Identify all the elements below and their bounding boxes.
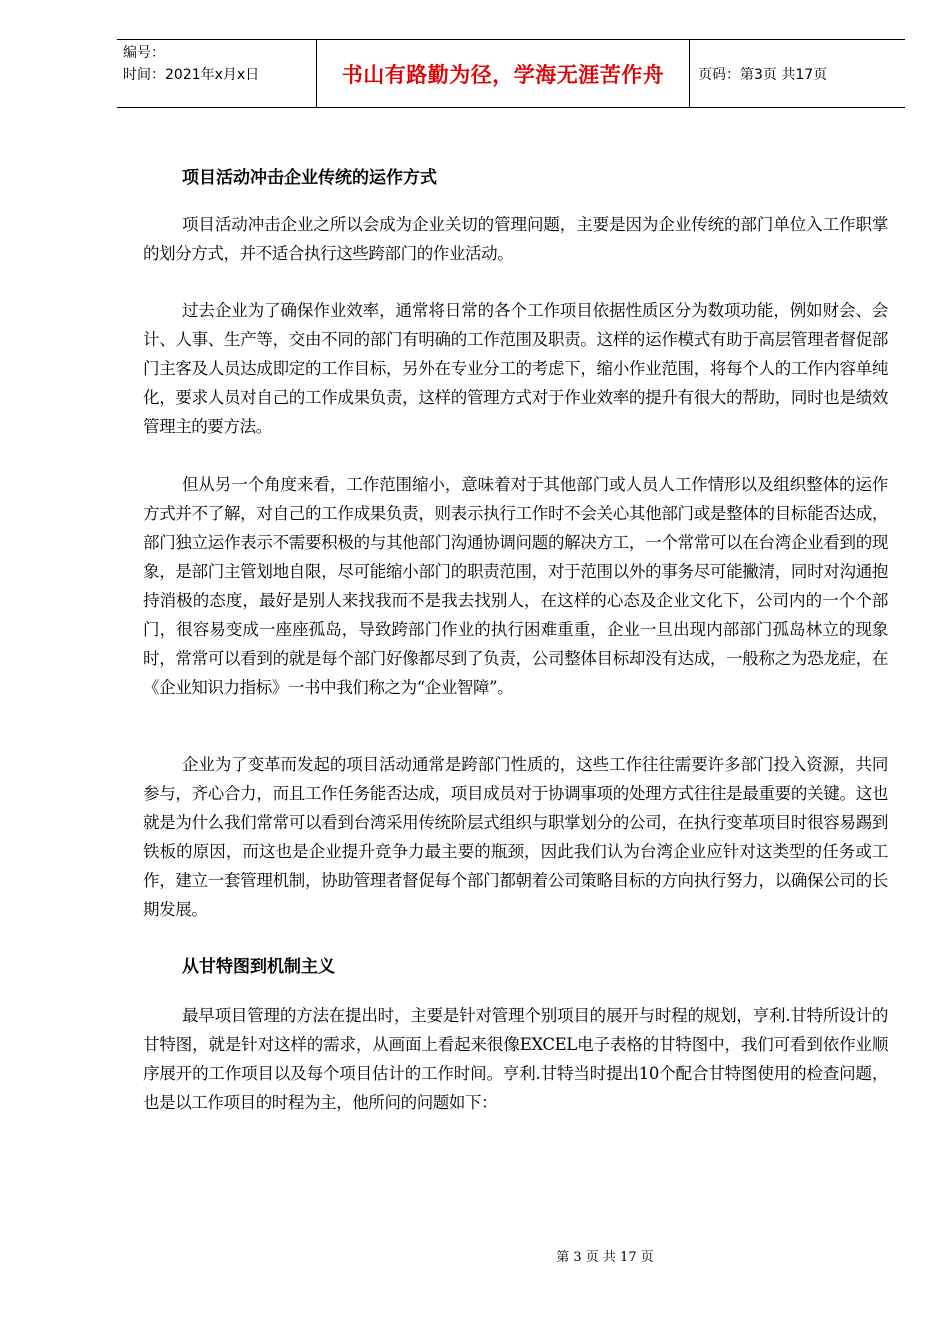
- section-heading: 从甘特图到机制主义: [182, 957, 335, 977]
- paragraph: 项目活动冲击企业之所以会成为企业关切的管理问题，主要是因为企业传统的部门单位入工作职掌的划分方式，并不适合执行这些跨部门的作业活动。: [143, 215, 888, 263]
- header-meta: [117, 40, 316, 107]
- document-number-label: 编号：: [123, 45, 165, 61]
- paragraph: 过去企业为了确保作业效率，通常将日常的各个工作项目依据性质区分为数项功能，例如财会、会计、人事、生产等，交由不同的部门有明确的工作范围及职责。这样的运作模式有助于高层管理者督促部门主客及人员达成即定的工作目标，另外在专业分工的考虑下，缩小作业范围，将每个人的工作内容单纯化，要求人员对自己的工作成果负责，这样的管理方式对于作业效率的提升有很大的帮助，同时也是绩效管理主的要方法。: [143, 301, 888, 436]
- section-heading: 项目活动冲击企业传统的运作方式: [182, 168, 437, 188]
- document-body: [143, 156, 888, 1117]
- paragraph: 最早项目管理的方法在提出时，主要是针对管理个别项目的展开与时程的规划，亨利.甘特所设计的甘特图，就是针对这样的需求，从画面上看起来很像EXCEL电子表格的甘特图中，我们可看到依作业顺序展开的工作项目以及每个项目估计的工作时间。亨利.甘特当时提出10个配合甘特图使用的检查问题，也是以工作项目的时程为主，他所问的问题如下：: [143, 1006, 888, 1112]
- document-header: [117, 39, 905, 108]
- page-footer: 第 3 页 共 17 页: [556, 1250, 654, 1265]
- paragraph: 但从另一个角度来看，工作范围缩小，意味着对于其他部门或人员人工作情形以及组织整体的运作方式并不了解，对自己的工作成果负责，则表示执行工作时不会关心其他部门或是整体的目标能否达成，部门独立运作表示不需要积极的与其他部门沟通协调问题的解决方工，一个常常可以在台湾企业看到的现象，是部门主管划地自限，尽可能缩小部门的职责范围，对于范围以外的事务尽可能撇清，同时对沟通抱持消极的态度，最好是别人来找我而不是我去找别人，在这样的心态及企业文化下，公司内的一个个部门，很容易变成一座座孤岛，导致跨部门作业的执行困难重重，企业一旦出现内部部门孤岛林立的现象时，常常可以看到的就是每个部门好像都尽到了负责，公司整体目标却没有达成，一般称之为恐龙症，在《企业知识力指标》一书中我们称之为“企业智障”。: [143, 475, 888, 697]
- header-motto: 书山有路勤为径，学海无涯苦作舟: [316, 40, 690, 107]
- header-page-info: 页码：第3页 共17页: [698, 66, 828, 83]
- paragraph: 企业为了变革而发起的项目活动通常是跨部门性质的，这些工作往往需要许多部门投入资源，共同参与，齐心合力，而且工作任务能否达成，项目成员对于协调事项的处理方式往往是最重要的关键。这也就是为什么我们常常可以看到台湾采用传统阶层式组织与职掌划分的公司，在执行变革项目时很容易踢到铁板的原因，而这也是企业提升竞争力最主要的瓶颈，因此我们认为台湾企业应针对这类型的任务或工作，建立一套管理机制，协助管理者督促每个部门都朝着公司策略目标的方向执行努力，以确保公司的长期发展。: [143, 755, 888, 919]
- document-time-label: 时间：2021年x月x日: [123, 67, 260, 83]
